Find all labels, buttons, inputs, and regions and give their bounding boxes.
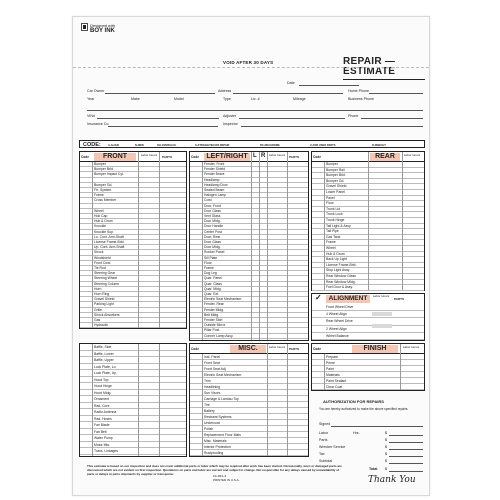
estimate-form	[72, 16, 430, 496]
dollar-sign: $	[385, 445, 387, 449]
adjuster-field[interactable]	[239, 118, 345, 119]
address-field[interactable]	[233, 93, 343, 94]
list-item-label: Sun Visors	[204, 391, 221, 395]
list-item-label: Headlamp	[204, 177, 220, 182]
list-item-label: Fan Blade	[94, 423, 110, 427]
list-item-label: Electric Seat Mechanism	[204, 373, 242, 377]
left-right-code-label: Code	[191, 155, 199, 159]
alignment-parts-label: PARTS	[394, 297, 404, 301]
logo-mark-icon	[81, 23, 88, 31]
list-item[interactable]	[312, 311, 424, 318]
left-right-code-col	[202, 162, 203, 340]
date-label: Date	[287, 81, 295, 85]
alignment-shade	[372, 324, 392, 328]
adjuster-label: Adjuster	[223, 114, 237, 118]
code-item: OH-OVERHAUL	[157, 143, 177, 147]
list-item-label: Hood Mldg.	[94, 390, 112, 395]
car-owner-field[interactable]	[105, 93, 215, 94]
list-item-label: Cross Member	[94, 198, 117, 203]
list-item-label: Halogen Lamp	[204, 193, 227, 198]
alignment-labor-label: Labor Hours	[372, 294, 390, 298]
list-item-label: Frame	[326, 240, 336, 245]
list-item-label: Steering Column	[94, 281, 120, 286]
alignment-shade	[372, 312, 392, 316]
code-item: U-FOR USED PARTS	[310, 143, 336, 147]
misc-header	[190, 344, 308, 354]
void-notice: VOID AFTER 30 DAYS	[223, 60, 274, 65]
phone-label: Phone	[348, 114, 359, 118]
form-codes	[213, 475, 240, 482]
rear-section	[311, 151, 425, 291]
tax-label: Tax	[319, 452, 325, 456]
list-item-label: Lock Plate, Up.	[94, 371, 117, 375]
misc-parts-label: PARTS	[289, 347, 299, 351]
estimate-footnote: This estimate is based on our inspection and does not cover additional parts or labor which may be required after work has been started. Occasionally, worn or damaged parts are discovered which are not evident on first inspection. Quotations on parts and labor are current and subject to change. Not responsible for any delays caused by unavailability of parts or delays in parts shipments by supplier or transporter.	[87, 464, 342, 476]
wrecker-label: Wrecker Service	[319, 445, 346, 449]
list-item-label: Misc. Materials	[204, 439, 227, 443]
list-item-label: Paint Sealant	[326, 379, 347, 383]
list-item-label: Materials	[326, 373, 340, 377]
dollar-sign: $	[385, 431, 387, 435]
list-item[interactable]	[312, 384, 424, 390]
list-item-label: Back Up Light	[326, 257, 348, 262]
labor-amount-field[interactable]	[389, 435, 423, 436]
code-item: RC-RECHROME	[260, 143, 280, 147]
insurance-label: Insurance Co.	[87, 122, 110, 126]
title-underline	[343, 79, 425, 80]
list-item-label: Baffle, Upper	[94, 358, 114, 362]
alignment-check-icon: ✓	[315, 293, 322, 302]
list-item[interactable]	[190, 450, 308, 456]
alignment-title: ALIGNMENT	[326, 295, 370, 303]
phone-field[interactable]	[361, 118, 423, 119]
list-item-label: Fender Brace	[204, 172, 225, 177]
rear-mid-col	[368, 152, 369, 290]
engine-parts-col	[159, 344, 160, 456]
right-label: R	[261, 153, 266, 159]
list-item-label: Wheel	[94, 208, 104, 213]
dollar-sign: $	[385, 452, 387, 456]
vehicle-line[interactable]	[87, 110, 423, 111]
list-item-label: Parking Light	[94, 302, 114, 307]
list-item-label: Hood Top	[94, 377, 109, 382]
list-item[interactable]	[312, 318, 424, 325]
list-item-label: Belt Mldg.	[204, 312, 220, 317]
left-right-labor-label: Labor Hours	[268, 152, 286, 157]
list-item-label: Gas	[94, 318, 101, 322]
labor-label: Labor	[319, 431, 329, 435]
list-item-label: Door Handle	[204, 224, 224, 229]
list-item-label: Clear Coat	[326, 385, 343, 389]
list-item-label: License Frame-Brkt.	[94, 240, 125, 244]
list-item-label: Door Glass	[204, 240, 221, 244]
alignment-section	[311, 293, 425, 341]
authorization-title: AUTHORIZATION FOR REPAIRS	[323, 399, 384, 404]
tax-amount-field[interactable]	[389, 456, 423, 457]
list-item-label: Floor	[204, 260, 212, 265]
list-item-label: Frame	[204, 266, 214, 270]
vin-label: VIN#	[87, 114, 95, 118]
front-header	[80, 152, 186, 162]
list-item-label: Grille	[94, 307, 102, 312]
finish-code-col	[324, 354, 325, 390]
list-item-label: Headlining	[204, 385, 221, 389]
misc-code-label: Code	[191, 347, 199, 351]
list-item-label: Fender, Rear	[204, 302, 224, 307]
list-item-label: Prepare	[326, 355, 339, 359]
list-item-label: Trans. Linkages	[94, 449, 118, 453]
printed-in: PRINTED IN U.S.A.	[213, 477, 240, 482]
list-item-label: 4 Wheel Align	[326, 312, 347, 317]
list-item-label: Trim	[204, 379, 211, 383]
list-item-label: Vent Glass	[204, 214, 221, 218]
perforation-line	[73, 67, 429, 68]
list-item-label: Replacement Floor Mats	[204, 433, 241, 437]
logo-tagline: Designed with	[90, 23, 116, 28]
list-item-label: Fender Skirt	[204, 318, 223, 322]
engine-section	[79, 343, 187, 457]
code-legend-label: CODE:	[83, 142, 101, 148]
list-item-label: Trunk Hinge	[326, 218, 345, 222]
list-item-label: Tail Light & Assy	[326, 223, 351, 228]
front-code-col	[92, 162, 93, 328]
list-item-label: Rad. Core	[94, 403, 110, 408]
list-item-label: Baffle, Side	[94, 345, 112, 349]
mileage-label: Mileage	[293, 97, 306, 101]
list-item-label: Frt. System	[94, 188, 112, 192]
list-item-label: Lower Panel	[326, 190, 345, 194]
misc-labor-col	[267, 344, 268, 456]
front-code-label: Code	[81, 155, 89, 159]
code-item: N-NEW	[135, 143, 144, 147]
list-item-label: Tie Rod	[94, 266, 106, 270]
insurance-field[interactable]	[108, 126, 218, 127]
list-item-label: Fender Mldg.	[204, 307, 224, 312]
left-right-header	[190, 152, 308, 162]
front-parts-label: PARTS	[162, 155, 172, 159]
list-item-label: Front Seat Adj.	[204, 367, 227, 371]
logo	[81, 23, 125, 47]
address-label: Address	[218, 89, 232, 93]
list-item-label: Frame	[94, 193, 104, 198]
list-item-label: Door Mldg.	[204, 245, 221, 250]
year-label: Year	[87, 97, 95, 101]
list-item[interactable]	[80, 448, 186, 455]
list-item-label: Trunk Lock	[326, 212, 343, 217]
list-item-label: Bumper Gd.	[326, 178, 345, 183]
list-item-label: Restraint Systems	[204, 415, 232, 419]
list-item-label: License Frame-Brkt.	[326, 262, 357, 267]
list-item-label: Conner Lamp Assy.	[204, 333, 234, 338]
left-col	[251, 152, 252, 340]
list-item-label: Fender, Front	[204, 162, 225, 166]
list-item-label: Cowl	[204, 198, 212, 203]
list-item-label: Rad. Hoses	[94, 416, 112, 421]
left-right-labor-col	[267, 152, 268, 340]
code-item: R-REBUILT	[372, 143, 386, 147]
list-item-label: Wheel	[326, 246, 336, 250]
list-item-label: Quar. Panel	[204, 276, 222, 281]
misc-title: MISC.	[230, 345, 266, 353]
list-item-label: Tire	[204, 403, 210, 407]
front-section	[79, 151, 187, 329]
list-item-label: Bumper Brkt.	[326, 173, 346, 178]
list-item-label: Hood Hinge	[94, 384, 112, 388]
list-item-label: Door Mldg.	[204, 219, 221, 224]
list-item-label: Bumper Impact Cyl.	[94, 172, 124, 177]
list-item-label: Quar. Glass	[204, 281, 222, 286]
rear-code-col	[324, 162, 325, 290]
list-item-label: Gas Tank	[326, 234, 341, 239]
logo-brand: BOY INK	[90, 28, 115, 34]
list-item-label: Carriage & Landau Top	[204, 397, 239, 401]
list-item-label: Lock Plate, Lo.	[94, 364, 117, 369]
list-item-label: Wheel Balance	[326, 333, 349, 338]
list-item-label: Knuckle Sup.	[94, 229, 114, 234]
left-right-title: LEFT/RIGHT	[204, 153, 250, 161]
list-item-label: Hub & Drum	[326, 251, 345, 256]
list-item-label: Knuckle	[94, 224, 107, 229]
list-item[interactable]	[312, 326, 424, 333]
list-item-label: Prime	[326, 361, 335, 365]
authorization-text: You are hereby authorized to make the above specified repairs.	[319, 407, 409, 411]
list-item-label: Dog Leg	[204, 271, 217, 276]
dollar-sign: $	[385, 459, 387, 463]
code-item: A-ALIGN	[108, 143, 119, 147]
date-field[interactable]	[299, 85, 359, 86]
hrs-label: Hrs.	[353, 431, 360, 435]
list-item-label: Bumper Rail	[326, 167, 345, 172]
finish-title: FINISH	[352, 345, 398, 353]
list-item-label: Gravel Shield	[94, 297, 115, 302]
misc-code-col	[202, 354, 203, 456]
list-item-label: Fan Belt	[94, 429, 107, 434]
list-item-label: Fender Shield	[204, 167, 226, 172]
list-item-label: Water Pump	[94, 436, 113, 440]
rear-labor-label: Labor Hours	[403, 152, 421, 157]
home-phone-label: Home Phone	[348, 89, 369, 93]
list-item-label: Horn	[94, 286, 102, 291]
left-right-parts-label: PARTS	[289, 155, 299, 159]
finish-labor-col	[400, 344, 401, 390]
dollar-sign: $	[385, 467, 387, 471]
list-item-label: Interior Protection	[204, 445, 231, 449]
finish-labor-label: Labor Hours	[402, 344, 420, 349]
list-item-label: Trunk Lid	[326, 206, 341, 211]
list-item-label: Hydraulic	[94, 323, 109, 328]
list-item-label: Panel	[326, 195, 335, 200]
subtotal-amount-field[interactable]	[389, 463, 423, 464]
list-item-label: Inst. Panel	[204, 355, 221, 359]
left-right-section	[189, 151, 309, 341]
engine-code-col	[92, 344, 93, 456]
list-item-label: Headlamp Door	[204, 182, 228, 187]
front-labor-col	[138, 152, 139, 328]
left-label: L	[253, 153, 257, 159]
right-col	[259, 152, 260, 340]
list-item-label: Hub & Drum	[94, 219, 113, 224]
list-item-label: 2 Wheel Align	[326, 326, 347, 331]
make-label: Make	[131, 97, 140, 101]
front-title: FRONT	[94, 153, 136, 161]
list-item-label: Front Wheel Drive	[326, 305, 354, 309]
list-item-label: Bumper Brkt.	[94, 167, 114, 172]
title-line-1: REPAIR —	[343, 56, 396, 67]
list-item-label: Fuel Door & Assy.	[326, 285, 353, 290]
list-item-label: Door, Rear	[204, 234, 221, 239]
misc-labor-label: Labor Hours	[268, 344, 286, 349]
list-item-label: Horn Ring	[94, 292, 110, 296]
list-item-label: Up. Cont. Arm-Shaft	[94, 245, 125, 250]
front-parts-col	[159, 152, 160, 328]
dollar-sign: $	[385, 438, 387, 442]
subtotal-label: Subtotal	[319, 459, 333, 463]
signature-field[interactable]	[331, 426, 423, 427]
list-item[interactable]	[80, 323, 186, 328]
inspector-field[interactable]	[241, 126, 423, 127]
list-item-label: Tail Pipe	[326, 229, 339, 234]
title-line-2: ESTIMATE	[343, 66, 396, 77]
misc-section	[189, 343, 309, 457]
list-item-label: Pillar Post	[204, 328, 220, 333]
list-item-label: Gravel Shield	[326, 184, 347, 189]
list-item-label: Front Cowl	[94, 260, 111, 265]
list-item-label: Polish	[204, 427, 214, 431]
thank-you: Thank You	[368, 475, 416, 485]
parts-amount-field[interactable]	[389, 442, 423, 443]
list-item-label: Undercoat	[204, 421, 220, 425]
list-item-label: Door Glass	[204, 208, 221, 213]
list-item[interactable]	[312, 333, 424, 340]
list-item-label: Lo. Cont. Arm-Shaft	[94, 234, 124, 239]
list-item-label: Sill Plate	[204, 255, 218, 260]
list-item-label: Bumper	[326, 162, 338, 166]
code-item: S-STRAIGHTEN OR REPAIR	[195, 143, 230, 147]
list-item-label: Quar. Mldg.	[204, 286, 222, 291]
front-labor-label: Labor Hours	[140, 152, 158, 157]
list-item-label: Paint	[326, 367, 334, 371]
finish-header	[312, 344, 424, 354]
total-label: Total	[369, 467, 378, 471]
list-item-label: Rear Wheel Drive	[326, 319, 353, 324]
list-item-label: Shock Absorbers	[94, 312, 120, 317]
parts-label: Parts	[319, 438, 328, 442]
list-item-label: Rear Window Glass	[326, 274, 356, 278]
home-phone-field[interactable]	[369, 93, 423, 94]
rear-labor-col	[402, 152, 403, 290]
total-amount-field[interactable]	[389, 471, 423, 472]
list-item-label: Baffle, Lower	[94, 351, 114, 356]
car-owner-label: Car Owner	[87, 89, 105, 93]
left-right-parts-col	[287, 152, 288, 340]
model-label: Model	[174, 97, 184, 101]
list-item-label: Shock	[94, 250, 104, 255]
list-item-label: Floor	[326, 201, 334, 206]
list-item-label: Motor Mts.	[94, 442, 111, 447]
list-item-label: Center Post	[204, 229, 222, 234]
wrecker-amount-field[interactable]	[389, 449, 423, 450]
list-item-label: Door, Front	[204, 203, 221, 208]
list-item-label: Steering Gear	[94, 271, 116, 276]
list-item-label: Sealed Beam	[204, 188, 225, 192]
list-item-label: Bumper	[94, 162, 106, 166]
inspector-label: Inspector	[223, 122, 238, 126]
engine-labor-col	[138, 344, 139, 456]
list-item-label: Rear Window Mldg.	[326, 279, 356, 284]
list-item-label: Outside Mirror	[204, 323, 226, 328]
list-item-label: Steering Wheel	[94, 276, 118, 281]
list-item-label: Stop Light Assy.	[326, 268, 351, 273]
list-item-label: Rocker Panel	[204, 250, 225, 255]
list-item[interactable]	[190, 334, 308, 339]
business-phone-label: Business Phone	[348, 97, 374, 101]
list-item-label: Windshield	[94, 255, 111, 260]
form-code: FK-RF1-3	[213, 474, 227, 478]
list-item[interactable]	[312, 304, 424, 311]
vin-field[interactable]	[97, 118, 219, 119]
code-legend-bar	[79, 140, 425, 148]
list-item-label: Battery	[204, 409, 215, 413]
finish-code-label: Code	[313, 347, 321, 351]
list-item-label: Ornament	[94, 397, 110, 401]
finish-section	[311, 343, 425, 391]
type-label: Type	[223, 97, 231, 101]
list-item-label: Hub Cap	[94, 214, 108, 218]
signed-label: Signed	[319, 422, 331, 426]
list-item-label: Quar. Ext.	[204, 292, 220, 296]
rear-code-label: Code	[313, 155, 321, 159]
list-item-label: Rustproofing	[204, 451, 224, 455]
list-item-label: Electric Seat Mechanism	[204, 297, 242, 302]
list-item-label: Radio Antenna	[94, 410, 117, 414]
lic-label: Lic. #	[251, 97, 260, 101]
misc-parts-col	[287, 344, 288, 456]
list-item-label: Front Seat	[204, 361, 220, 365]
list-item-label: Bumper Gd.	[94, 182, 113, 187]
rear-title: REAR	[370, 153, 400, 161]
